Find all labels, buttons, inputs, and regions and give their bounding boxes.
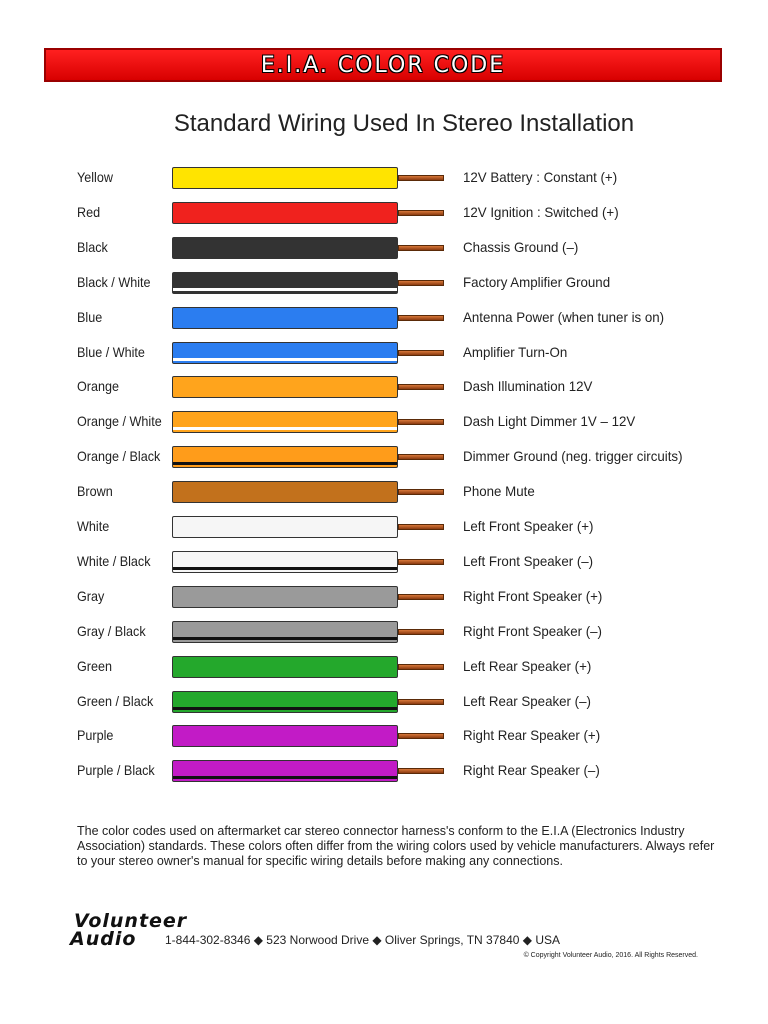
copper-lead	[398, 524, 444, 530]
wire-stripe	[173, 358, 397, 361]
wire-swatch	[172, 237, 398, 259]
wire-row	[0, 200, 768, 228]
wire-stripe	[173, 776, 397, 779]
wire-stripe	[173, 567, 397, 570]
wire-row	[0, 514, 768, 542]
wire-row	[0, 654, 768, 682]
wire-color-label: Blue	[77, 308, 103, 325]
wire-swatch	[172, 411, 398, 433]
copper-lead	[398, 280, 444, 286]
wire-function: 12V Battery : Constant (+)	[463, 169, 618, 185]
wire-row	[0, 723, 768, 751]
copper-lead	[398, 419, 444, 425]
wire-row	[0, 689, 768, 717]
wire-row	[0, 479, 768, 507]
wire-color-label: Black	[77, 238, 108, 255]
wire-function: Left Rear Speaker (–)	[463, 692, 591, 709]
wire-color-label: Purple	[77, 727, 114, 744]
wire-color-label: Brown	[77, 483, 113, 500]
copper-lead	[398, 315, 444, 321]
wire-stripe	[173, 462, 397, 465]
copper-lead	[398, 175, 444, 181]
copper-lead	[398, 629, 444, 635]
wire-function: Right Front Speaker (–)	[463, 622, 602, 639]
wire-function: Left Front Speaker (–)	[463, 552, 594, 569]
wire-swatch	[172, 516, 398, 538]
copper-lead	[398, 699, 444, 705]
wire-swatch	[172, 691, 398, 713]
logo-line-2: Audio	[70, 928, 137, 950]
wire-swatch	[172, 656, 398, 678]
wire-color-label: Orange / White	[77, 413, 162, 430]
copper-lead	[398, 384, 444, 390]
wire-function: Antenna Power (when tuner is on)	[463, 308, 665, 325]
copper-lead	[398, 489, 444, 495]
copper-lead	[398, 245, 444, 251]
wire-function: Dash Light Dimmer 1V – 12V	[463, 413, 636, 430]
copper-lead	[398, 210, 444, 216]
wire-stripe	[173, 707, 397, 710]
wire-color-label: Purple / Black	[77, 762, 155, 779]
wire-function: Right Rear Speaker (–)	[463, 762, 600, 779]
title-banner	[44, 48, 722, 82]
wire-color-label: Red	[77, 203, 101, 220]
logo-line-1: Volunteer	[74, 910, 188, 932]
copper-lead	[398, 594, 444, 600]
wire-color-label: Gray / Black	[77, 622, 146, 639]
wire-swatch	[172, 586, 398, 608]
copper-lead	[398, 454, 444, 460]
disclaimer-note: The color codes used on aftermarket car stereo connector harness's conform to the E.I.A (Electronics Industry Association) standards. These colors often differ from the wiring colors used by vehicle manufacturers. Always refer to your stereo owner's manual for specific wiring details before making any connections.	[77, 824, 715, 868]
copper-lead	[398, 664, 444, 670]
wire-swatch	[172, 307, 398, 329]
wire-row	[0, 374, 768, 402]
wire-function: Left Rear Speaker (+)	[463, 657, 592, 674]
copper-lead	[398, 733, 444, 739]
wire-row	[0, 305, 768, 333]
wire-swatch	[172, 446, 398, 468]
contact-info: 1-844-302-8346 ◆ 523 Norwood Drive ◆ Oliver Springs, TN 37840 ◆ USA	[165, 933, 560, 947]
wire-row	[0, 270, 768, 298]
wire-function: Right Rear Speaker (+)	[463, 727, 601, 744]
wire-swatch	[172, 621, 398, 643]
wire-function: Dimmer Ground (neg. trigger circuits)	[463, 448, 683, 465]
wire-color-label: Orange / Black	[77, 448, 161, 465]
wire-swatch	[172, 376, 398, 398]
wire-row	[0, 619, 768, 647]
wire-row	[0, 165, 768, 193]
wire-color-label: Green	[77, 657, 113, 674]
wire-function: Phone Mute	[463, 483, 535, 500]
wire-swatch	[172, 167, 398, 189]
copyright: © Copyright Volunteer Audio, 2016. All Rights Reserved.	[523, 952, 698, 959]
wire-row	[0, 409, 768, 437]
page-title: E.I.A. COLOR CODE	[260, 52, 506, 78]
wire-function: Factory Amplifier Ground	[463, 273, 611, 290]
wire-swatch	[172, 725, 398, 747]
wire-row	[0, 340, 768, 368]
wire-row	[0, 758, 768, 786]
wire-row	[0, 235, 768, 263]
copper-lead	[398, 350, 444, 356]
wire-color-label: White	[77, 518, 110, 534]
copper-lead	[398, 768, 444, 774]
wire-swatch	[172, 551, 398, 573]
wire-swatch	[172, 342, 398, 364]
wire-function: Dash Illumination 12V	[463, 378, 593, 395]
wire-color-label: White / Black	[77, 552, 151, 569]
wire-function: Right Front Speaker (+)	[463, 587, 603, 604]
wire-color-label: Gray	[77, 587, 105, 604]
wire-swatch	[172, 481, 398, 503]
wire-function: Left Front Speaker (+)	[463, 518, 594, 534]
wire-swatch	[172, 202, 398, 224]
wire-stripe	[173, 427, 397, 430]
wire-function: Chassis Ground (–)	[463, 238, 579, 255]
copper-lead	[398, 559, 444, 565]
wire-row	[0, 549, 768, 577]
wire-swatch	[172, 760, 398, 782]
wire-swatch	[172, 272, 398, 294]
wire-stripe	[173, 637, 397, 640]
wire-row	[0, 444, 768, 472]
wire-color-label: Black / White	[77, 273, 151, 290]
wire-color-label: Yellow	[77, 169, 113, 185]
wire-row	[0, 584, 768, 612]
wire-function: Amplifier Turn-On	[463, 343, 568, 360]
wire-color-label: Blue / White	[77, 343, 145, 360]
wire-color-label: Green / Black	[77, 692, 154, 709]
page-subtitle: Standard Wiring Used In Stereo Installation	[173, 110, 635, 137]
wire-stripe	[173, 288, 397, 291]
wire-function: 12V Ignition : Switched (+)	[463, 203, 619, 220]
wire-color-label: Orange	[77, 378, 120, 395]
